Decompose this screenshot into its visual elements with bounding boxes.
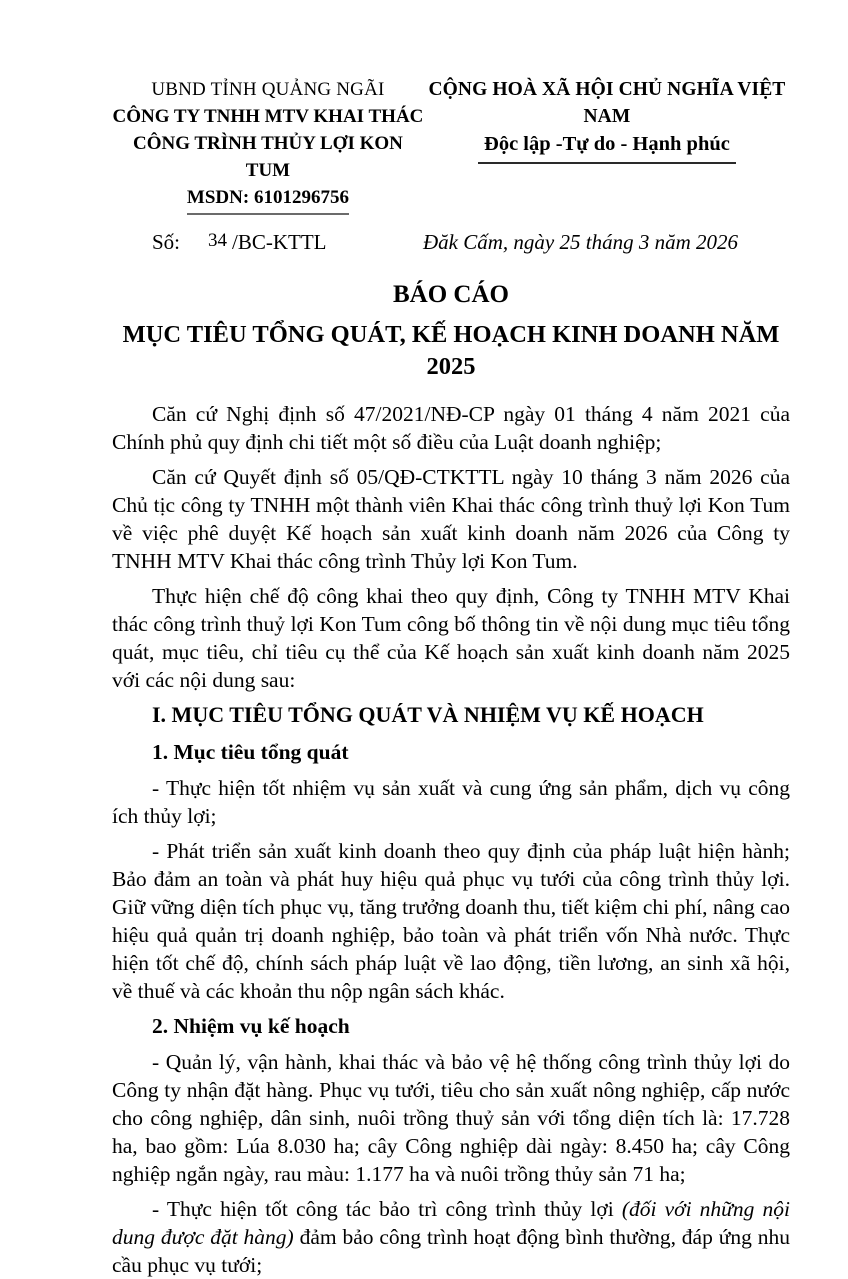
issuing-org-block [112, 76, 424, 215]
document-number-label: Số: [152, 230, 181, 254]
paragraph-objective-1: - Thực hiện tốt nhiệm vụ sản xuất và cung ứng sản phẩm, dịch vụ công ích thủy lợi; [112, 776, 790, 828]
reference-row [112, 227, 790, 259]
motto-line-wrap [424, 131, 790, 164]
paragraph-legal-basis-1: Căn cứ Nghị định số 47/2021/NĐ-CP ngày 01 tháng 4 năm 2021 của Chính phủ quy định chi tiết một số điều của Luật doanh nghiệp; [112, 402, 790, 454]
national-header-block [424, 76, 790, 215]
msdn-line-wrap [112, 184, 424, 215]
sub-heading-2: 2. Nhiệm vụ kế hoạch [152, 1014, 350, 1038]
document-header [112, 76, 790, 215]
section-heading-1: I. MỤC TIÊU TỔNG QUÁT VÀ NHIỆM VỤ KẾ HOẠCH [152, 702, 704, 727]
document-number [152, 227, 327, 259]
national-header: CỘNG HOÀ XÃ HỘI CHỦ NGHĨA VIỆT NAM [428, 79, 786, 127]
place-date-line: Đăk Cấm, ngày 25 tháng 3 năm 2026 [423, 230, 738, 254]
report-title: BÁO CÁO [393, 281, 509, 308]
document-number-suffix: /BC-KTTL [232, 230, 327, 254]
paragraph-task-1: - Quản lý, vận hành, khai thác và bảo vệ hệ thống công trình thủy lợi do Công ty nhận đặt hàng. Phục vụ tưới, tiêu cho sản xuất nông nghiệp, cấp nước cho công nghiệp, dân sinh, nuôi trồng thuỷ sản với tổng diện tích là: 17.728 ha, bao gồm: Lúa 8.030 ha; cây Công nghiệp dài ngày: 8.450 ha; cây Công nghiệp ngắn ngày, rau màu: 1.177 ha và nuôi trồng thủy sản 71 ha; [112, 1050, 790, 1186]
paragraph-task-2 [112, 1195, 790, 1279]
company-name-line2: CÔNG TRÌNH THỦY LỢI KON TUM [132, 133, 403, 181]
msdn-number: MSDN: 6101296756 [187, 184, 349, 215]
paragraph-legal-basis-2: Căn cứ Quyết định số 05/QĐ-CTKTTL ngày 10 tháng 3 năm 2026 của Chủ tịc công ty TNHH một thành viên Khai thác công trình thuỷ lợi Kon Tum về việc phê duyệt Kế hoạch sản xuất kinh doanh năm 2026 của Công ty TNHH MTV Khai thác công trình Thủy lợi Kon Tum. [112, 465, 790, 573]
document-number-value: 34 [208, 230, 228, 251]
national-motto: Độc lập -Tự do - Hạnh phúc [478, 131, 736, 164]
report-title-block [112, 279, 790, 383]
paragraph-task-2-italic-note: (đối với những nội dung được đặt hàng) [112, 1197, 790, 1249]
company-name-line1: CÔNG TY TNHH MTV KHAI THÁC [112, 106, 424, 127]
document-body [112, 400, 790, 1279]
paragraph-disclosure-intro: Thực hiện chế độ công khai theo quy định, Công ty TNHH MTV Khai thác công trình thuỷ lợi Kon Tum công bố thông tin về nội dung mục tiêu tổng quát, mục tiêu, chỉ tiêu cụ thể của Kế hoạch sản xuất kinh doanh năm 2025 với các nội dung sau: [112, 584, 790, 692]
authority-name: UBND TỈNH QUẢNG NGÃI [151, 79, 385, 100]
paragraph-task-2-pre: - Thực hiện tốt công tác bảo trì công trình thủy lợi [152, 1197, 622, 1221]
paragraph-objective-2: - Phát triển sản xuất kinh doanh theo quy định của pháp luật hiện hành; Bảo đảm an toàn và phát huy hiệu quả phục vụ tưới của công trình thủy lợi. Giữ vững diện tích phục vụ, tăng trưởng doanh thu, tiết kiệm chi phí, nâng cao hiệu quả quản trị doanh nghiệp, bảo toàn và phát triển vốn Nhà nước. Thực hiện tốt chế độ, chính sách pháp luật về lao động, tiền lương, an sinh xã hội, về thuế và các khoản thu nộp ngân sách khác. [112, 839, 790, 1003]
paragraph-task-2-post: đảm bảo công trình hoạt động bình thường, đáp ứng nhu cầu phục vụ tưới; [112, 1225, 790, 1277]
report-subtitle: MỤC TIÊU TỔNG QUÁT, KẾ HOẠCH KINH DOANH NĂM 2025 [122, 321, 780, 380]
sub-heading-1: 1. Mục tiêu tổng quát [152, 740, 349, 764]
